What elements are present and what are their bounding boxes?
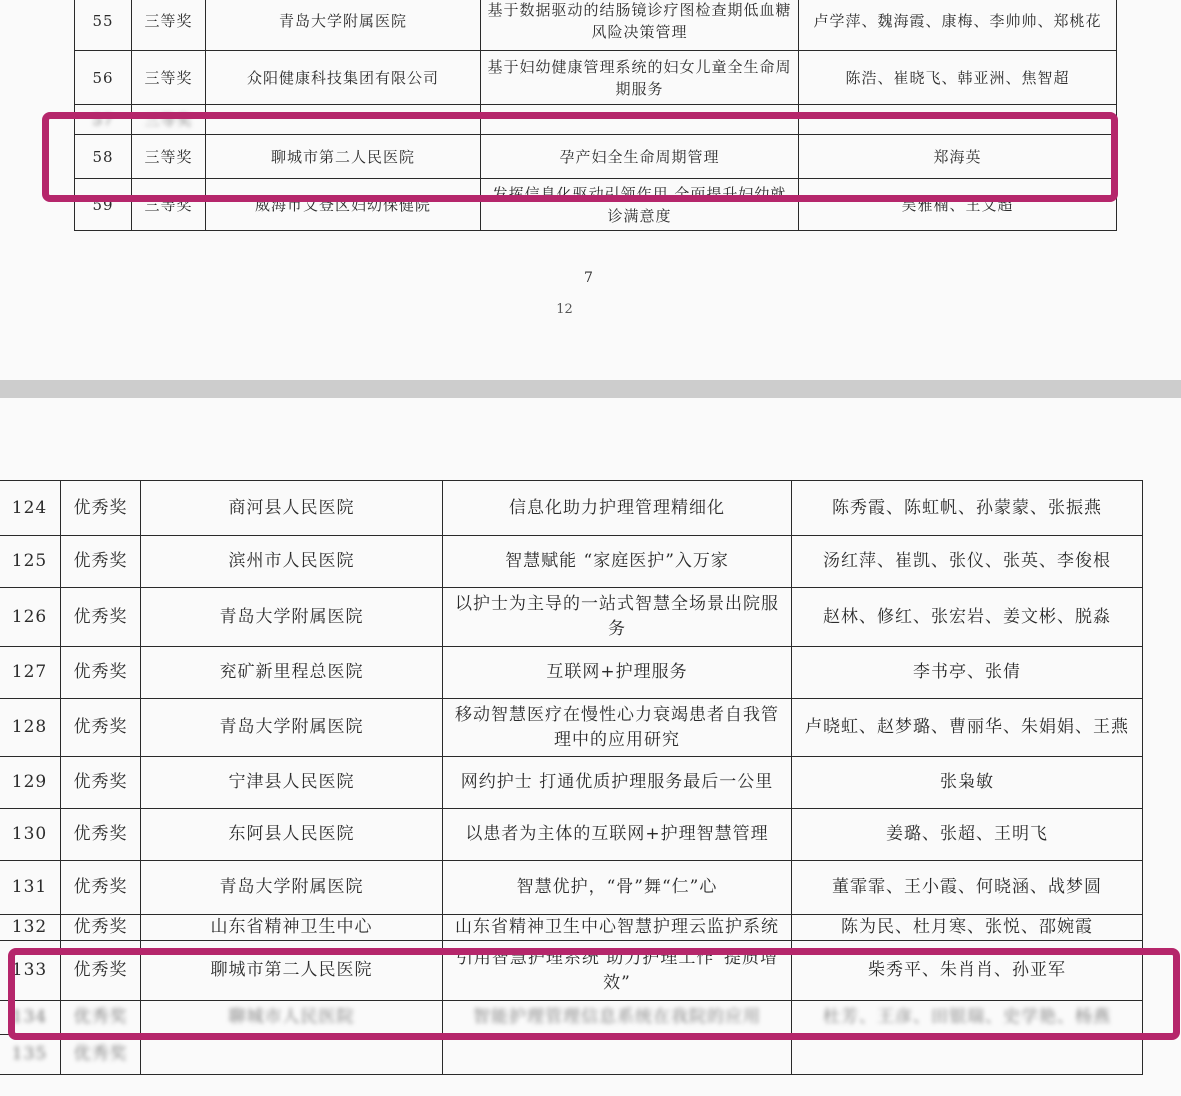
team-members: 张枭敏 [792, 757, 1143, 809]
award-level: 优秀奖 [61, 647, 141, 699]
table-row [0, 757, 1143, 809]
row-number: 133 [0, 941, 61, 1001]
table-row-obscured [75, 105, 1117, 135]
award-level: 三等奖 [132, 105, 206, 135]
row-number: 124 [0, 481, 61, 536]
award-table-top [74, 0, 1117, 231]
row-number: 127 [0, 647, 61, 699]
team-members: 卢学萍、魏海霞、康梅、李帅帅、郑桃花 [799, 0, 1117, 51]
team-members: 赵林、修红、张宏岩、姜文彬、脱淼 [792, 588, 1143, 647]
award-level: 三等奖 [132, 51, 206, 105]
project-title: 智能护理管理信息系统在我院的应用 [443, 1001, 792, 1035]
team-members: 姜璐、张超、王明飞 [792, 809, 1143, 861]
table-row [0, 861, 1143, 915]
table-row [75, 51, 1117, 105]
award-level: 优秀奖 [61, 536, 141, 588]
project-title: 智慧赋能 “家庭医护”入万家 [443, 536, 792, 588]
project-title: 引用智慧护理系统 助力护理工作“提质增效” [443, 941, 792, 1001]
award-level: 三等奖 [132, 179, 206, 231]
organization: 众阳健康科技集团有限公司 [206, 51, 481, 105]
project-title: 移动智慧医疗在慢性心力衰竭患者自我管理中的应用研究 [443, 699, 792, 757]
table-row [0, 1035, 1143, 1075]
project-title: 基于妇幼健康管理系统的妇女儿童全生命周期服务 [481, 51, 799, 105]
table-row [0, 809, 1143, 861]
team-members: 柴秀平、朱肖肖、孙亚军 [792, 941, 1143, 1001]
table-row [75, 0, 1117, 51]
team-members: 汤红萍、崔凯、张仪、张英、李俊根 [792, 536, 1143, 588]
team-members: 陈浩、崔晓飞、韩亚洲、焦智超 [799, 51, 1117, 105]
team-members: 卢晓虹、赵梦璐、曹丽华、朱娟娟、王燕 [792, 699, 1143, 757]
table-row-highlighted [75, 135, 1117, 179]
organization: 东阿县人民医院 [141, 809, 443, 861]
award-table-bottom [0, 480, 1143, 1075]
organization: 山东省精神卫生中心 [141, 915, 443, 941]
project-title [481, 105, 799, 135]
row-number: 55 [75, 0, 132, 51]
row-number: 56 [75, 51, 132, 105]
award-level: 优秀奖 [61, 699, 141, 757]
team-members: 郑海英 [799, 135, 1117, 179]
table-row-highlighted [0, 941, 1143, 1001]
award-level: 优秀奖 [61, 588, 141, 647]
table-row [0, 1001, 1143, 1035]
organization [206, 105, 481, 135]
project-title: 山东省精神卫生中心智慧护理云监护系统 [443, 915, 792, 941]
table-row [0, 699, 1143, 757]
organization: 商河县人民医院 [141, 481, 443, 536]
team-members: 杜芳、王彦、田银瑞、史学艳、杨燕 [792, 1001, 1143, 1035]
table-row [75, 179, 1117, 231]
award-level: 优秀奖 [61, 481, 141, 536]
project-title: 信息化助力护理管理精细化 [443, 481, 792, 536]
row-number: 128 [0, 699, 61, 757]
team-members [792, 1035, 1143, 1075]
award-level: 优秀奖 [61, 915, 141, 941]
team-members: 李书亭、张倩 [792, 647, 1143, 699]
table-row [0, 536, 1143, 588]
project-title: 以患者为主体的互联网+护理智慧管理 [443, 809, 792, 861]
award-level: 优秀奖 [61, 809, 141, 861]
organization: 宁津县人民医院 [141, 757, 443, 809]
award-level: 三等奖 [132, 135, 206, 179]
row-number: 59 [75, 179, 132, 231]
organization: 兖矿新里程总医院 [141, 647, 443, 699]
organization: 聊城市第二人民医院 [141, 941, 443, 1001]
organization [141, 1035, 443, 1075]
team-members: 吴雅楠、王文超 [799, 179, 1117, 231]
award-level: 三等奖 [132, 0, 206, 51]
project-title: 发挥信息化驱动引领作用 全面提升妇幼就诊满意度 [481, 179, 799, 231]
row-number: 134 [0, 1001, 61, 1035]
row-number: 132 [0, 915, 61, 941]
row-number: 57 [75, 105, 132, 135]
project-title: 以护士为主导的一站式智慧全场景出院服务 [443, 588, 792, 647]
bottom-document-page [0, 398, 1181, 1096]
top-document-page [0, 0, 1181, 380]
award-level: 优秀奖 [61, 941, 141, 1001]
row-number: 126 [0, 588, 61, 647]
row-number: 58 [75, 135, 132, 179]
organization: 青岛大学附属医院 [141, 588, 443, 647]
organization: 威海市文登区妇幼保健院 [206, 179, 481, 231]
project-title: 基于数据驱动的结肠镜诊疗图检查期低血糖风险决策管理 [481, 0, 799, 51]
table-row [0, 481, 1143, 536]
organization: 青岛大学附属医院 [141, 699, 443, 757]
award-level: 优秀奖 [61, 861, 141, 915]
page-separator [0, 380, 1181, 398]
team-members: 董霏霏、王小霞、何晓涵、战梦圆 [792, 861, 1143, 915]
row-number: 125 [0, 536, 61, 588]
award-level: 优秀奖 [61, 757, 141, 809]
project-title: 孕产妇全生命周期管理 [481, 135, 799, 179]
team-members: 陈为民、杜月寒、张悦、邵婉霞 [792, 915, 1143, 941]
table-row [0, 647, 1143, 699]
project-title: 网约护士 打通优质护理服务最后一公里 [443, 757, 792, 809]
award-level: 优秀奖 [61, 1035, 141, 1075]
row-number: 131 [0, 861, 61, 915]
organization: 青岛大学附属医院 [206, 0, 481, 51]
table-row [0, 915, 1143, 941]
organization: 聊城市人民医院 [141, 1001, 443, 1035]
project-title: 互联网+护理服务 [443, 647, 792, 699]
team-members: 陈秀霞、陈虹帆、孙蒙蒙、张振燕 [792, 481, 1143, 536]
project-title: 智慧优护，“骨”舞“仁”心 [443, 861, 792, 915]
table-row [0, 588, 1143, 647]
organization: 滨州市人民医院 [141, 536, 443, 588]
row-number: 130 [0, 809, 61, 861]
organization: 聊城市第二人民医院 [206, 135, 481, 179]
row-number: 129 [0, 757, 61, 809]
page-number-secondary: 12 [556, 302, 573, 317]
award-level: 优秀奖 [61, 1001, 141, 1035]
page-number: 7 [584, 270, 593, 286]
project-title [443, 1035, 792, 1075]
row-number: 135 [0, 1035, 61, 1075]
team-members [799, 105, 1117, 135]
organization: 青岛大学附属医院 [141, 861, 443, 915]
